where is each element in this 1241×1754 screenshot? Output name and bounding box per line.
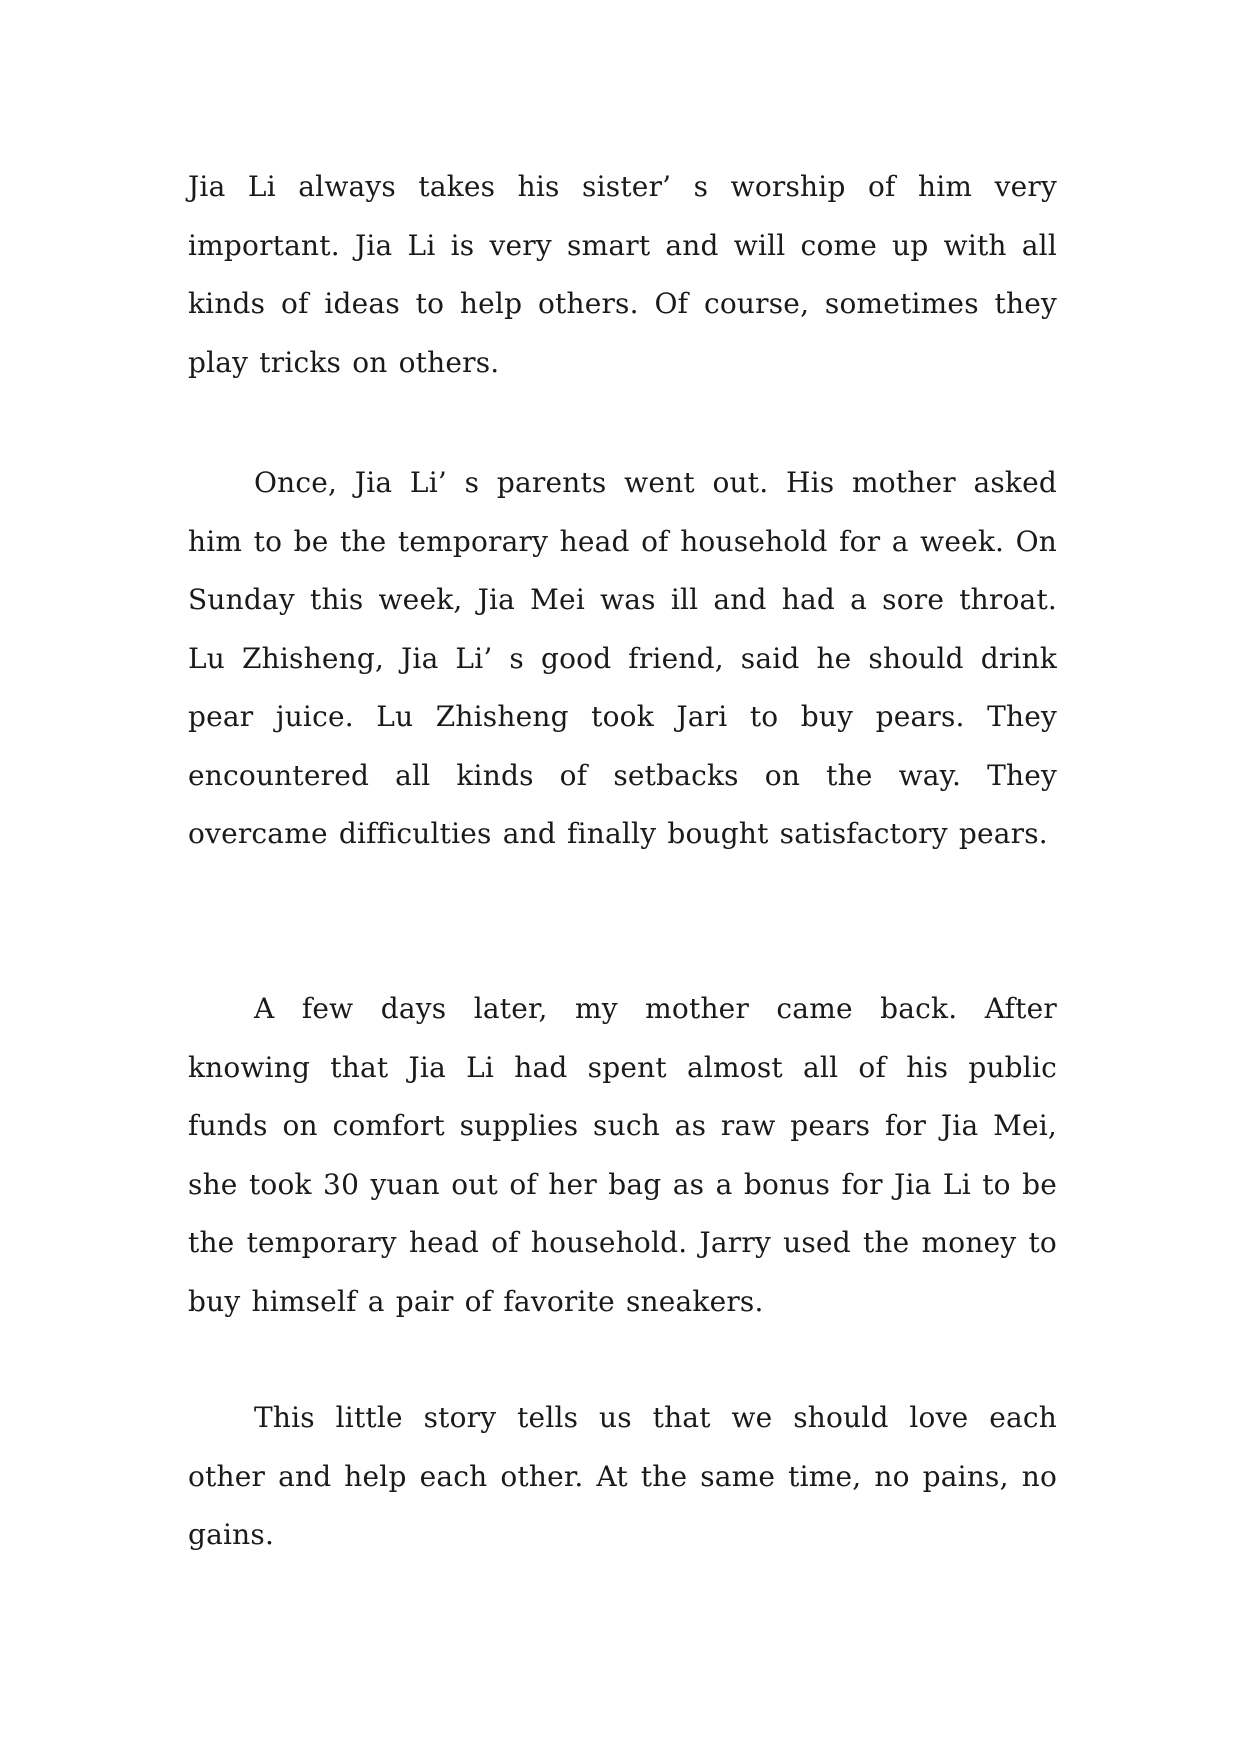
paragraph-story: Once, Jia Li’ s parents went out. His mother asked him to be the temporary head of household for a week. On Sunday this week, Jia Mei was ill and had a sore throat. Lu Zhisheng, Jia Li’ s good friend, said he should drink pear juice. Lu Zhisheng took Jari to buy pears. They encountered all kinds of setbacks on the way. They overcame difficulties and finally bought satisfactory pears.: [188, 466, 1057, 850]
paragraph-moral: This little story tells us that we should love each other and help each other. At the same time, no pains, no gains.: [188, 1401, 1057, 1551]
paragraph-intro: Jia Li always takes his sister’ s worship of him very important. Jia Li is very smart and will come up with all kinds of ideas to help others. Of course, sometimes they play tricks on others.: [188, 170, 1057, 379]
paragraph-bonus: A few days later, my mother came back. After knowing that Jia Li had spent almost all of his public funds on comfort supplies such as raw pears for Jia Mei, she took 30 yuan out of her bag as a bonus for Jia Li to be the temporary head of household. Jarry used the money to buy himself a pair of favorite sneakers.: [188, 992, 1057, 1318]
